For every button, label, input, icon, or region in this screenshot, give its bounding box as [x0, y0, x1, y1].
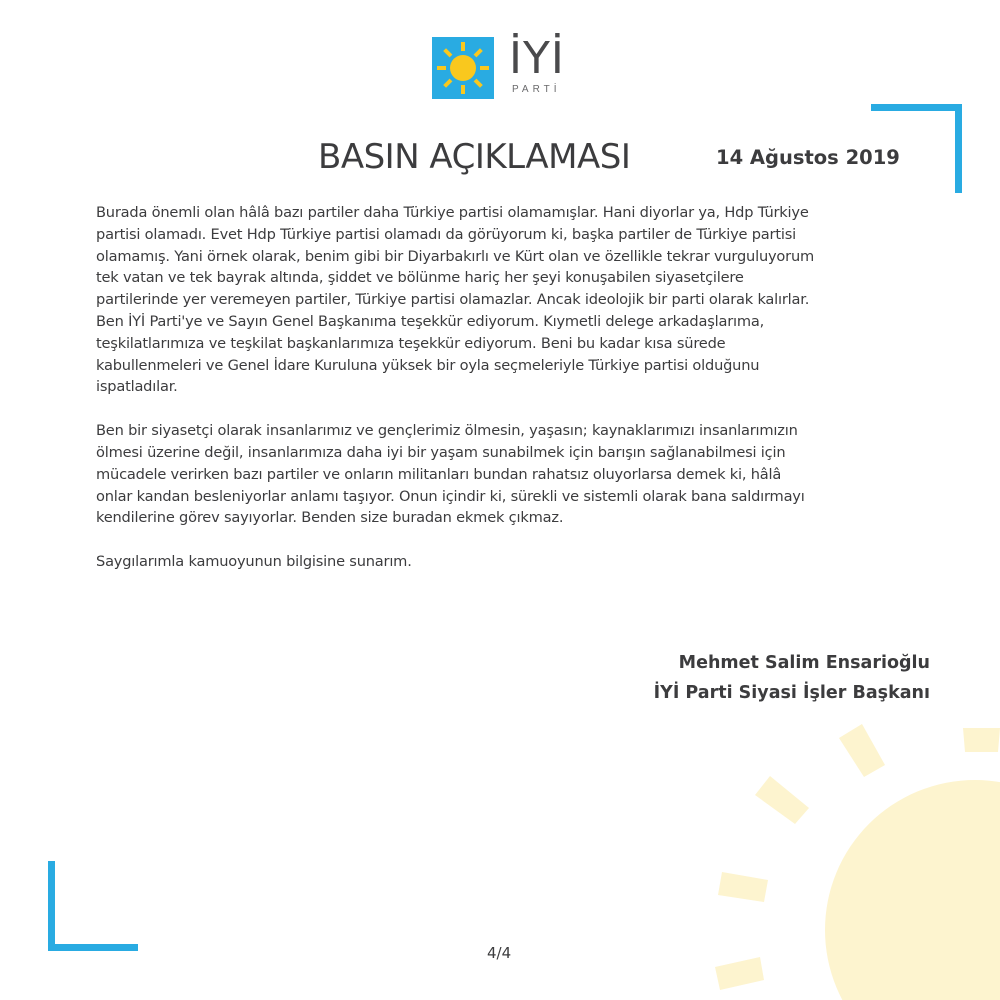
paragraph-2 [96, 420, 956, 529]
sun-logo-icon [432, 37, 494, 99]
text-line: tek vatan ve tek bayrak altında, şiddet ve bölünme hariç her şeyi konuşabilen siyasetçilere [96, 269, 744, 287]
text-line: olamamış. Yani örnek olarak, benim gibi bir Diyarbakırlı ve Kürt olan ve özellikle tekrar vurguluyorum [96, 247, 815, 265]
corner-bracket-bottom-left-horizontal [48, 944, 138, 951]
text-line: Burada önemli olan hâlâ bazı partiler daha Türkiye partisi olamamışlar. Hani diyorlar ya, Hdp Türkiye [96, 204, 809, 221]
text-line: partisi olamadı. Evet Hdp Türkiye partisi olamadı da görüyorum ki, başka partiler de Türkiye partisi [96, 225, 796, 243]
paragraph-1 [96, 202, 956, 398]
statement-body [96, 202, 956, 573]
text-line: mücadele verirken bazı partiler ve onların militanları bundan rahatsız oluyorlarsa demek ki, hâlâ [96, 465, 782, 483]
text-line: Ben bir siyasetçi olarak insanlarımız ve gençlerimiz ölmesin, yaşasın; kaynaklarımızı insanlarımızın [96, 422, 798, 440]
text-line: kendilerine görev sayıyorlar. Benden size buradan ekmek çıkmaz. [96, 509, 564, 527]
corner-bracket-top-right-vertical [955, 104, 962, 193]
corner-bracket-bottom-left [48, 861, 55, 951]
text-line: Ben İYİ Parti'ye ve Sayın Genel Başkanıma teşekkür ediyorum. Kıymetli delege arkadaşlarıma, [96, 312, 765, 330]
signatory-role: İYİ Parti Siyasi İşler Başkanı [653, 683, 930, 703]
logo-subtitle: PARTİ [512, 84, 561, 95]
iyi-parti-logo [432, 33, 565, 101]
page-number: 4/4 [487, 944, 512, 962]
closing-line: Saygılarımla kamuoyunun bilgisine sunarım. [96, 553, 412, 571]
text-line: teşkilatlarımıza ve teşkilat başkanlarımıza teşekkür ediyorum. Beni bu kadar kısa sürede [96, 334, 726, 352]
text-line: ölmesi üzerine değil, insanlarımıza daha iyi bir yaşam sunabilmek için barışın sağlanabilmesi için [96, 443, 786, 461]
signature-block [654, 648, 930, 708]
signatory-name: Mehmet Salim Ensarioğlu [678, 653, 930, 673]
logo-wordmark: İYİ [509, 33, 565, 84]
corner-bracket-top-right [871, 104, 962, 111]
text-line: kabullenmeleri ve Genel İdare Kuruluna yüksek bir oyla seçmeleriyle Türkiye partisi olduğunu [96, 356, 760, 374]
text-line: onlar kandan besleniyorlar anlamı taşıyor. Onun içindir ki, sürekli ve sistemli olarak bana saldırmayı [96, 487, 805, 505]
text-line: partilerinde yer veremeyen partiler, Türkiye partisi olamazlar. Ancak ideolojik bir parti olarak kalırlar. [96, 291, 810, 309]
document-title: BASIN AÇIKLAMASI [318, 137, 631, 177]
text-line: ispatladılar. [96, 378, 178, 396]
document-date: 14 Ağustos 2019 [716, 146, 900, 169]
